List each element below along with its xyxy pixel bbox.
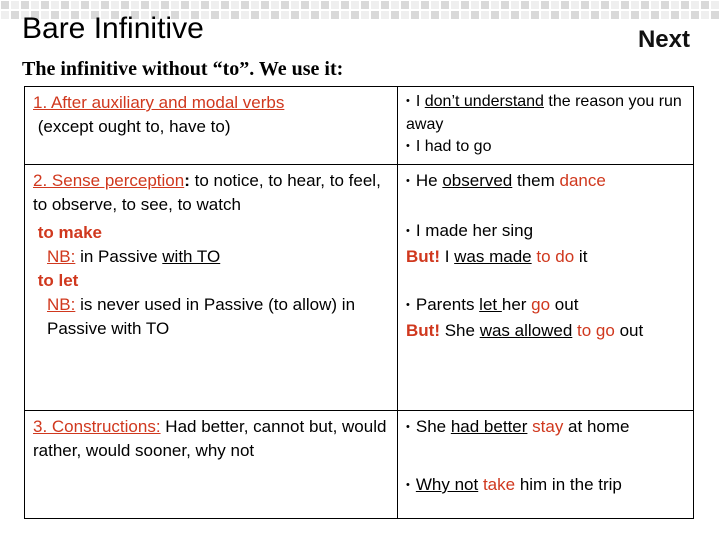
rule-heading: 2. Sense perception xyxy=(33,171,185,190)
table-row xyxy=(25,165,694,411)
bullet-icon: • xyxy=(406,421,410,433)
table-row xyxy=(25,411,694,519)
next-button[interactable]: Next xyxy=(637,26,690,53)
table-row xyxy=(25,87,694,165)
rule-cell xyxy=(25,87,398,165)
example-cell: • She had better stay at home • Why not take him in the trip xyxy=(398,411,694,519)
to-make-label: to make xyxy=(37,223,102,242)
bullet-icon: • xyxy=(406,225,410,237)
example-cell: • He observed them dance • I made her sing But! I was made to do it • Parents let her go out But! She was allowed to go out xyxy=(398,165,694,411)
bullet-icon: • xyxy=(406,299,410,311)
bullet-icon: • xyxy=(406,95,410,107)
slide-title: Bare Infinitive xyxy=(22,12,204,45)
rule-heading: 3. Constructions: xyxy=(33,417,161,436)
bullet-icon: • xyxy=(406,140,410,152)
rule-cell: 2. Sense perception: to notice, to hear, to feel, to observe, to see, to watch to make NB: in Passive with TO to let NB: is never used in Passive (to allow) in Passive with TO xyxy=(25,165,398,411)
rule-note: (except ought to, have to) xyxy=(37,117,231,136)
example-cell: • I don’t understand the reason you run away • I had to go xyxy=(398,87,694,165)
rule-cell: 3. Constructions: Had better, cannot but, would rather, would sooner, why not xyxy=(25,411,398,519)
rule-heading: 1. After auxiliary and modal verbs xyxy=(33,93,285,112)
bullet-icon: • xyxy=(406,175,410,187)
bullet-icon: • xyxy=(406,479,410,491)
slide-subtitle: The infinitive without “to”. We use it: xyxy=(22,58,344,80)
rules-table xyxy=(24,86,694,519)
to-let-label: to let xyxy=(37,271,79,290)
